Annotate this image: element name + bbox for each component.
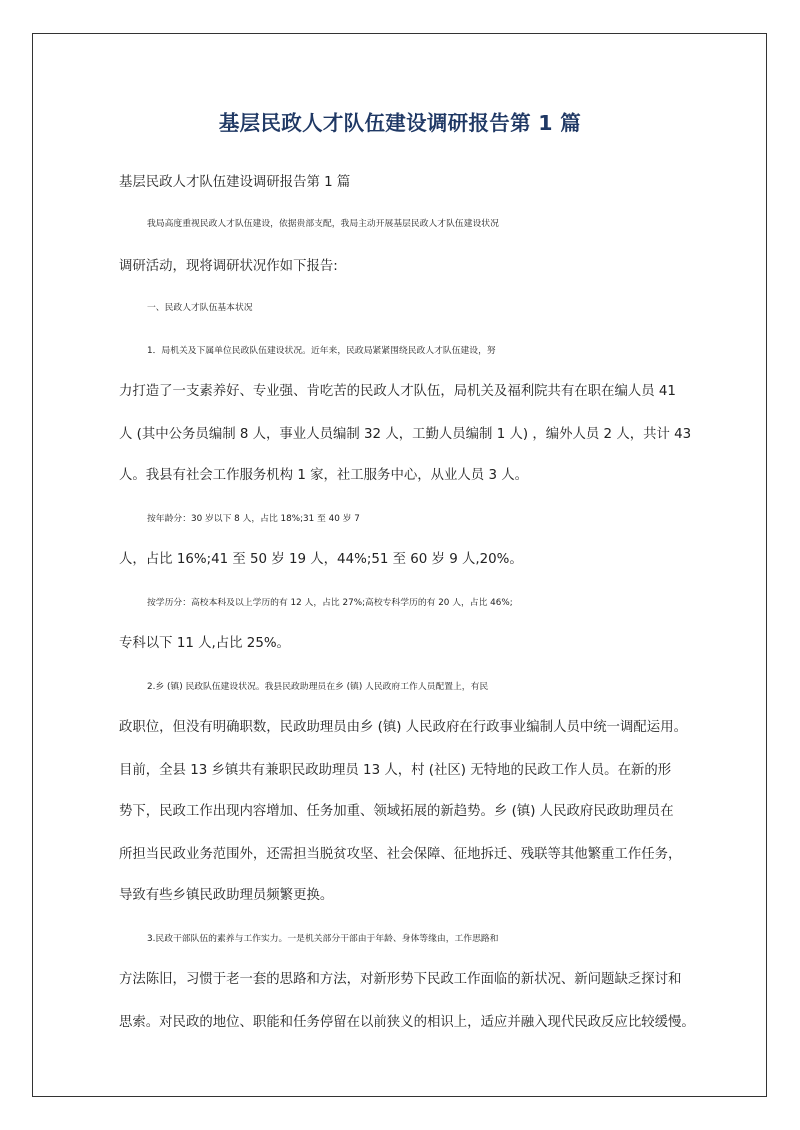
subtitle-line: 基层民政人才队伍建设调研报告第 1 篇 (119, 175, 351, 190)
paragraph-line: 我局高度重视民政人才队伍建设，依据贵部支配，我局主动开展基层民政人才队伍建设状况 (147, 219, 499, 229)
document-title: 基层民政人才队伍建设调研报告第 1 篇 (218, 111, 582, 135)
paragraph-line: 2.乡 (镇) 民政队伍建设状况。我县民政助理员在乡 (镇) 人民政府工作人员配置上，有民 (147, 682, 489, 692)
paragraph-line: 1．局机关及下属单位民政队伍建设状况。近年来，民政局紧紧围绕民政人才队伍建设，努 (147, 346, 496, 356)
paragraph-line: 按学历分：高校本科及以上学历的有 12 人，占比 27%;高校专科学历的有 20 人，占比 46%; (147, 598, 513, 608)
paragraph-line: 3.民政干部队伍的素养与工作实力。一是机关部分干部由于年龄、身体等缘由，工作思路和 (147, 934, 499, 944)
paragraph-line: 人，占比 16%;41 至 50 岁 19 人，44%;51 至 60 岁 9 人,20%。 (119, 552, 523, 567)
paragraph-line: 人 (其中公务员编制 8 人，事业人员编制 32 人，工勤人员编制 1 人) ，编外人员 2 人，共计 43 (119, 427, 692, 442)
paragraph-line: 导致有些乡镇民政助理员频繁更换。 (119, 888, 334, 903)
section-heading: 一、民政人才队伍基本状况 (147, 303, 253, 313)
paragraph-line: 专科以下 11 人,占比 25%。 (119, 636, 290, 651)
paragraph-line: 思索。对民政的地位、职能和任务停留在以前狭义的相识上，适应并融入现代民政反应比较缓慢。 (119, 1015, 695, 1030)
paragraph-line: 按年龄分：30 岁以下 8 人，占比 18%;31 至 40 岁 7 (147, 514, 360, 524)
paragraph-line: 方法陈旧，习惯于老一套的思路和方法，对新形势下民政工作面临的新状况、新问题缺乏探讨和 (119, 972, 682, 987)
paragraph-line: 目前，全县 13 乡镇共有兼职民政助理员 13 人，村 (社区) 无特地的民政工作人员。在新的形 (119, 763, 672, 778)
paragraph-line: 调研活动，现将调研状况作如下报告: (119, 259, 338, 274)
paragraph-line: 力打造了一支素养好、专业强、肯吃苦的民政人才队伍，局机关及福利院共有在职在编人员 41 (119, 384, 676, 399)
paragraph-line: 所担当民政业务范围外，还需担当脱贫攻坚、社会保障、征地拆迁、残联等其他繁重工作任务， (119, 847, 682, 862)
paragraph-line: 势下，民政工作出现内容增加、任务加重、领域拓展的新趋势。乡 (镇) 人民政府民政助理员在 (119, 804, 674, 819)
paragraph-line: 政职位，但没有明确职数，民政助理员由乡 (镇) 人民政府在行政事业编制人员中统一调配运用。 (119, 720, 687, 735)
paragraph-line: 人。我县有社会工作服务机构 1 家，社工服务中心，从业人员 3 人。 (119, 468, 529, 483)
